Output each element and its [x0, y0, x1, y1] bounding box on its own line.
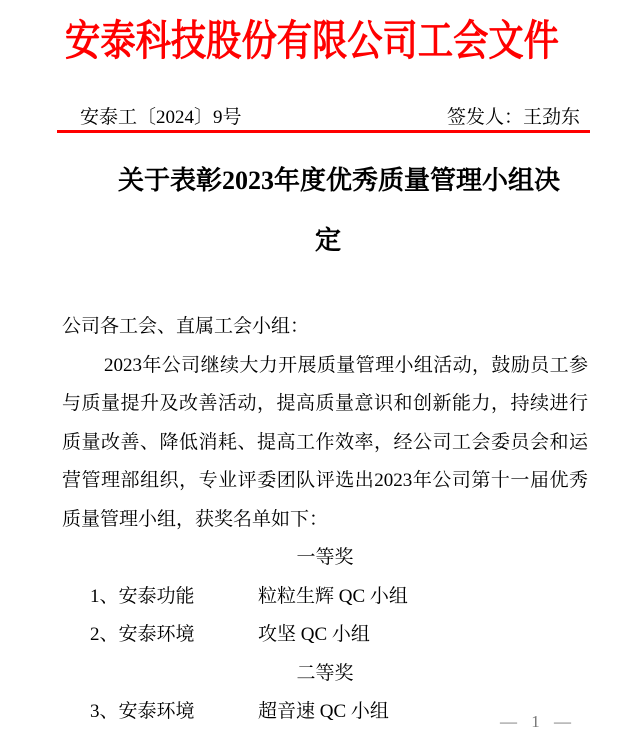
issuer: 签发人：王劲东: [446, 107, 580, 128]
document-body: [62, 308, 588, 732]
document-title-line2: 定: [314, 226, 341, 255]
award-group-name: 超音速 QC 小组: [258, 701, 389, 722]
award-rank-company: 1、安泰功能: [90, 585, 195, 607]
paragraph-line: 质量管理小组，获奖名单如下：: [62, 508, 329, 530]
paragraph-line: 与质量提升及改善活动，提高质量意识和创新能力，持续进行: [62, 393, 588, 414]
paragraph-line: 营管理部组织，专业评委团队评选出2023年公司第十一届优秀: [62, 470, 588, 491]
second-prize-heading: 二等奖: [296, 662, 354, 684]
page-number: — 1 —: [500, 712, 573, 731]
red-divider: [57, 130, 590, 133]
award-rank-company: 3、安泰环境: [90, 701, 195, 722]
award-item: [62, 616, 588, 655]
paragraph-line: 质量改善、降低消耗、提高工作效率，经公司工会委员会和运: [62, 431, 588, 453]
award-item: [62, 578, 588, 617]
document-title-line1: 关于表彰2023年度优秀质量管理小组决: [117, 166, 560, 195]
first-prize-heading: 一等奖: [296, 547, 354, 568]
salutation: 公司各工会、直属工会小组：: [62, 316, 310, 337]
doc-info-row: [80, 106, 580, 130]
document-title: [0, 151, 644, 271]
paragraph-line: 2023年公司继续大力开展质量管理小组活动，鼓励员工参: [104, 354, 588, 376]
letterhead: [0, 14, 644, 70]
award-group-name: 攻坚 QC 小组: [258, 624, 370, 645]
org-title: 安泰科技股份有限公司工会文件: [65, 19, 559, 65]
award-rank-company: 2、安泰环境: [90, 624, 195, 645]
doc-number: 安泰工〔2024〕9号: [80, 107, 242, 128]
award-group-name: 粒粒生辉 QC 小组: [258, 585, 408, 607]
